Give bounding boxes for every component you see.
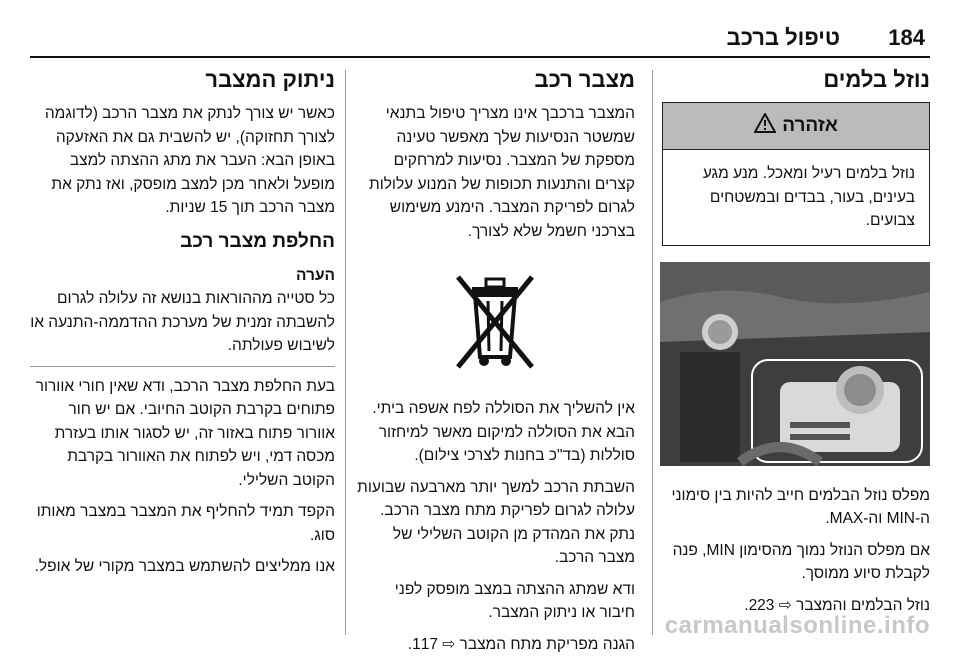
battery-disposal-paragraph: אין להשליך את הסוללה לפח אשפה ביתי. הבא את הסוללה למיקום מאשר למיחזור סוללות (בד"כ בחנות לצרכי צילום). — [372, 400, 635, 464]
page-header — [0, 0, 960, 62]
warning-triangle-icon — [754, 113, 776, 140]
ignition-off-paragraph: ודא שמתג ההצתה במצב מופסק לפני חיבור או ניתוק המצבר. — [394, 580, 635, 621]
brake-fluid-reference: נוזל הבלמים והמצבר ⇨ 223. — [744, 596, 930, 614]
section-heading-replace-battery: החלפת מצבר רכב — [180, 230, 335, 252]
battery-maintenance-paragraph: המצבר ברכבך אינו מצריך טיפול בתנאי שמשטר הנסיעות שלך מאפשר טעינה מספקת של המצבר. נסיעות למרחקים קצרים והתנעות תכופות של המנוע עלולות לגרום לפריקת המצבר. הימנע משימוש בצרכני חשמל שלא לצורך. — [368, 105, 635, 240]
note-text: כל סטייה מההוראות בנושא זה עלולה לגרום להשבתה זמנית של מערכת ההדממה-התנעה או לשיבוש פעולתה. — [30, 290, 335, 354]
column-divider — [345, 70, 346, 635]
note-divider — [30, 366, 335, 367]
same-type-paragraph: הקפד תמיד להחליף את המצבר במצבר מאותו סוג. — [36, 503, 335, 544]
discharge-protection-reference: הגנה מפריקת מתח המצבר ⇨ 117. — [407, 635, 635, 653]
watermark: carmanualsonline.info — [664, 612, 930, 639]
warning-header — [663, 103, 929, 150]
min-max-paragraph: מפלס נוזל הבלמים חייב להיות בין סימוני ה-MIN וה-MAX. — [671, 486, 930, 527]
low-level-paragraph: אם מפלס הנוזל נמוך מהסימון MIN, פנה לקבלת סיוע ממוסך. — [672, 541, 930, 582]
page-title: טיפול ברכב — [726, 25, 840, 50]
brake-fluid-reservoir-photo — [660, 262, 930, 466]
page-number: 184 — [888, 25, 925, 50]
section-heading-vehicle-battery: מצבר רכב — [534, 67, 635, 92]
warning-box — [662, 102, 930, 246]
long-term-storage-paragraph: השבתת הרכב למשך יותר מארבעה שבועות עלולה לגרום לפריקת מתח מצבר הרכב. נתק את המהדק מן הקוטב השלילי של מצבר הרכב. — [357, 478, 635, 566]
section-heading-disconnect-battery: ניתוק המצבר — [205, 67, 335, 92]
column-divider — [652, 70, 653, 635]
warning-label: אזהרה — [782, 115, 838, 137]
section-heading-brake-fluid: נוזל בלמים — [823, 67, 930, 92]
disconnect-procedure-paragraph: כאשר יש צורך לנתק את מצבר הרכב (לדוגמה לצורך תחזוקה), יש להשבית גם את האזעקה באופן הבא: העבר את מתג ההצתה למצב מופעל ולאחר מכן למצב מופסק, ואז נתק את מצבר הרכב תוך 15 שניות. — [44, 105, 335, 216]
right-column — [662, 62, 930, 625]
header-rule — [30, 56, 930, 58]
vent-holes-paragraph: בעת החלפת מצבר הרכב, ודא שאין חורי אוורור פתוחים בקרבת הקוטב החיובי. אם יש חור אוורור פתוח באזור זה, יש לסגור אותו בעזרת מכסה דמי, ויש לפתוח את האוורור בקרבת הקוטב השלילי. — [35, 377, 335, 489]
warning-text: נוזל בלמים רעיל ומאכל. מנע מגע בעינים, בעור, בבדים ובמשטחים צבועים. — [702, 165, 915, 229]
crossed-out-bin-icon — [355, 265, 635, 373]
left-column — [30, 62, 335, 587]
original-battery-paragraph: אנו ממליצים להשתמש במצבר מקורי של אופל. — [34, 558, 335, 575]
note-title: הערה — [296, 266, 335, 284]
middle-column — [355, 62, 635, 664]
